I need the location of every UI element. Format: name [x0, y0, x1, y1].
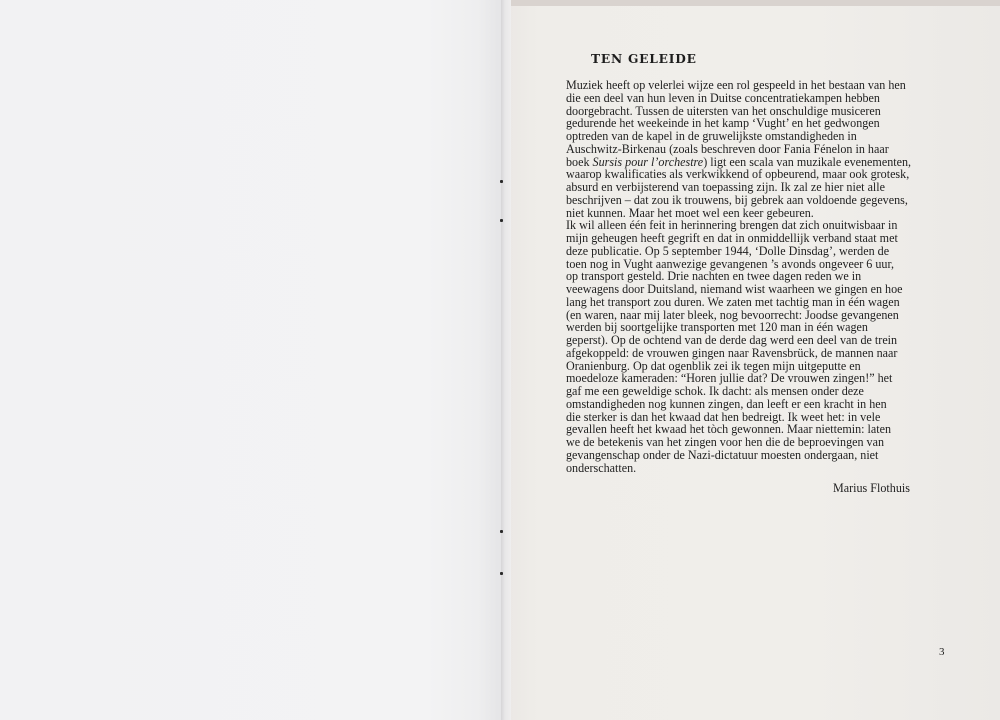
spine-gutter	[501, 0, 511, 720]
text-line: Ik wil alleen één feit in herinnering brengen dat zich onuitwisbaar in	[566, 218, 898, 233]
text-line: gevangenschap onder de Nazi-dictatuur moesten ondergaan, niet	[566, 447, 879, 462]
text-line: deze publicatie. Op 5 september 1944, ‘Dolle Dinsdag’, werden de	[566, 243, 890, 258]
body-text	[566, 79, 916, 474]
author-signature: Marius Flothuis	[833, 481, 910, 495]
text-line: waarop kwalificaties als verkwikkend of opbeurend, maar ook grotesk,	[566, 167, 910, 182]
text-line: Auschwitz-Birkenau (zoals beschreven door Fania Fénelon in haar	[566, 141, 889, 156]
text-fragment: boek	[566, 154, 593, 169]
text-line: mijn geheugen heeft gegrift en dat in onmiddellijk verband staat met	[566, 231, 898, 245]
text-line: werden bij soortgelijke transporten met 120 man in één wagen	[566, 320, 868, 335]
text-line: afgekoppeld: de vrouwen gingen naar Ravensbrück, de mannen naar	[566, 345, 898, 360]
binding-mark	[500, 219, 503, 222]
text-line: toen nog in Vught aanwezige gevangenen ’s avonds ongeveer 6 uur,	[566, 256, 895, 271]
text-line: op transport gesteld. Drie nachten en twee dagen reden we in	[566, 269, 862, 284]
text-line: gedurende het weekeinde in het kamp ‘Vught’ en het gedwongen	[566, 116, 880, 131]
page-heading: TEN GELEIDE	[591, 52, 697, 66]
book-title: Sursis pour l’orchestre	[592, 154, 704, 169]
paragraph-intro	[566, 79, 916, 219]
text-line: die een deel van hun leven in Duitse concentratiekampen hebben	[566, 90, 880, 105]
text-line: doorgebracht. Tussen de uitersten van het onschuldige musiceren	[566, 103, 881, 118]
text-line: absurd en verbijsterend van toepassing zijn. Ik zal ze hier niet alle	[566, 180, 886, 194]
text-line: niet kunnen. Maar het moet wel een keer gebeuren.	[566, 205, 814, 220]
text-line: Muziek heeft op velerlei wijze een rol gespeeld in het bestaan van hen	[566, 78, 906, 92]
text-line: onderschatten.	[566, 460, 637, 475]
text-line: veewagens door Duitsland, niemand wist waarheen we gingen en hoe	[566, 282, 903, 296]
text-line: die sterker is dan het kwaad dat hen bedreigt. Ik weet het: in vele	[566, 409, 881, 424]
text-fragment: ) ligt een scala van muzikale evenementen,	[703, 154, 912, 169]
binding-mark	[500, 180, 503, 183]
text-line: Oranienburg. Op dat ogenblik zei ik tegen mijn uitgeputte en	[566, 358, 861, 373]
text-line: omstandigheden nog kunnen zingen, dan leeft er een kracht in hen	[566, 396, 887, 411]
text-line: lang het transport zou duren. We zaten met tachtig man in één wagen	[566, 294, 900, 309]
text-line: beschrijven – dat zou ik trouwens, bij gebrek aan voldoende gegevens,	[566, 192, 908, 207]
text-line: (en waren, naar mij later bleek, nog bevoorrecht: Joodse gevangenen	[566, 307, 899, 322]
text-line: geperst). Op de ochtend van de derde dag werd een deel van de trein	[566, 333, 898, 347]
text-line: we de betekenis van het zingen voor hen die de beproevingen van	[566, 435, 885, 449]
binding-mark	[500, 572, 503, 575]
text-line: gaf me een geweldige schok. Ik dacht: als mensen onder deze	[566, 384, 864, 398]
text-line: gevallen heeft het kwaad het tòch gewonnen. Maar niettemin: laten	[566, 422, 892, 437]
binding-mark	[500, 530, 503, 533]
paragraph-memory	[566, 219, 916, 474]
page-number: 3	[939, 646, 945, 658]
text-line: optreden van de kapel in de gruwelijkste omstandigheden in	[566, 129, 857, 143]
text-line: moedeloze kameraden: “Horen jullie dat? De vrouwen zingen!” het	[566, 371, 893, 386]
